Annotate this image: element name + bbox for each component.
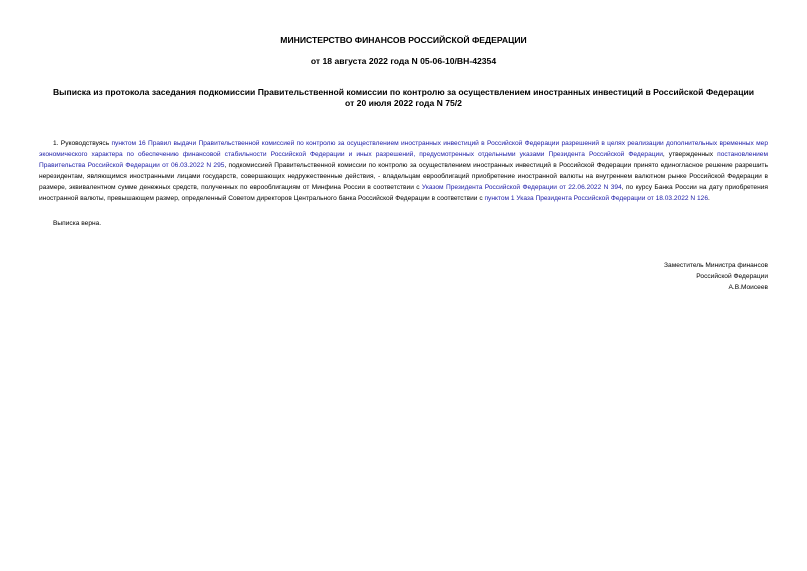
link-presidential-decree-394[interactable]: Указом Президента Российской Федерации от 22.06.2022 N 394 bbox=[421, 184, 622, 191]
signatory-position-line-1: Заместитель Министра финансов bbox=[664, 262, 768, 269]
document-date-number: от 18 августа 2022 года N 05-06-10/ВН-42354 bbox=[310, 56, 497, 66]
signatory-name: А.В.Моисеев bbox=[728, 284, 768, 291]
verified-statement: Выписка верна. bbox=[53, 220, 102, 227]
document-title-line-2: от 20 июля 2022 года N 75/2 bbox=[345, 98, 462, 108]
paragraph-1-text-2: , утвержденных bbox=[662, 151, 718, 158]
document-title-line-1: Выписка из протокола заседания подкомиссии Правительственной комиссии по контролю за осуществлением иностранных инвестиций в Российской Федерации bbox=[52, 87, 755, 97]
paragraph-1-text-4: , по курсу Банка России на дату приобретения иностранной валюты, превышающем размер, определенный Советом директоров Центрального банка Российской Федерации в соответствии с bbox=[39, 184, 768, 202]
paragraph-1-text-3: , подкомиссией Правительственной комиссии по контролю за осуществлением иностранных инвестиций в Российской Федерации принято единогласное решение разрешить нерезидентам, являющимся иностранными лицами государств, совершающих недружественные действия, - владельцам еврооблигаций приобретение иностранной валюты на внутреннем валютном рынке Российской Федерации в размере, эквивалентном сумме денежных средств, полученных по еврооблигациям от Минфина России в соответствии с bbox=[39, 162, 769, 191]
paragraph-1 bbox=[39, 138, 768, 204]
ministry-heading: МИНИСТЕРСТВО ФИНАНСОВ РОССИЙСКОЙ ФЕДЕРАЦИИ bbox=[280, 35, 527, 45]
link-rules-point-16[interactable]: пунктом 16 Правил выдачи Правительственной комиссией по контролю за осуществлением иностранных инвестиций в Российской Федерации разрешений в целях реализации дополнительных временных мер экономического характера по обеспечению финансовой стабильности Российской Федерации и иных разрешений, предусмотренных отдельными указами Президента Российской Федерации bbox=[39, 140, 769, 158]
signatory-position-line-2: Российской Федерации bbox=[696, 273, 768, 280]
link-presidential-decree-126[interactable]: пунктом 1 Указа Президента Российской Федерации от 18.03.2022 N 126 bbox=[484, 195, 709, 202]
paragraph-1-text-1: 1. Руководствуясь bbox=[53, 140, 112, 147]
link-government-decree-295[interactable]: постановлением Правительства Российской Федерации от 06.03.2022 N 295 bbox=[39, 151, 768, 169]
paragraph-1-text-5: . bbox=[708, 195, 710, 202]
